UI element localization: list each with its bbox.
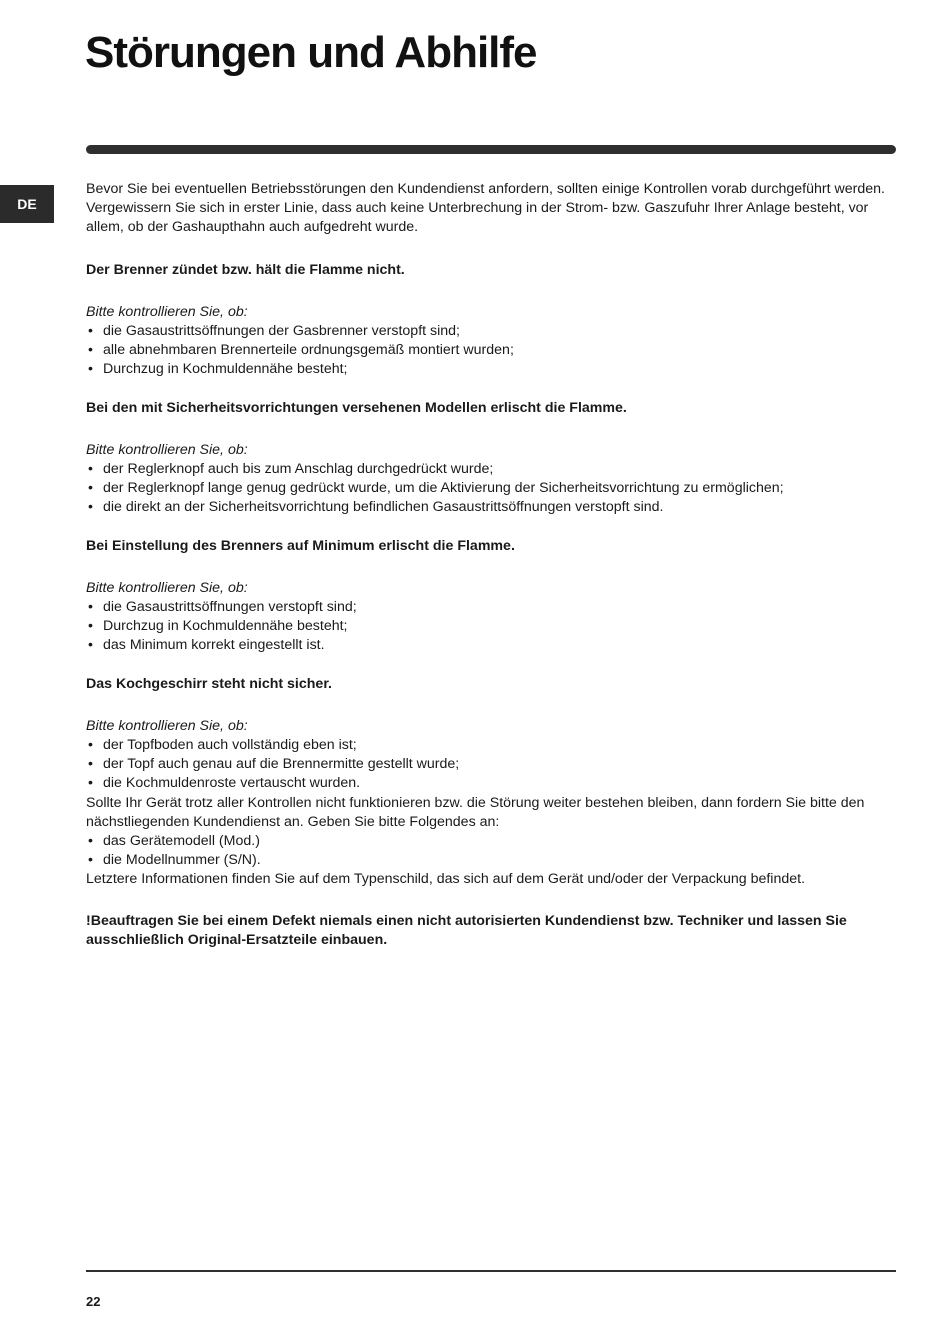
section-heading: Bei den mit Sicherheitsvorrichtungen versehenen Modellen erlischt die Flamme. [86,399,627,416]
section-heading: Bei Einstellung des Brenners auf Minimum erlischt die Flamme. [86,537,515,554]
list-item: • der Topfboden auch vollständig eben ist; [86,736,886,755]
section-heading: Der Brenner zündet bzw. hält die Flamme nicht. [86,261,405,278]
service-paragraph: Sollte Ihr Gerät trotz aller Kontrollen nicht funktionieren bzw. die Störung weiter bestehen bleiben, dann fordern Sie bitte den nächstliegenden Kundendienst an. Geben Sie bitte Folgendes an: [86,794,865,830]
check-list [86,598,886,656]
section-minimum-flame [86,537,886,656]
list-item: • die direkt an der Sicherheitsvorrichtung befindlichen Gasaustrittsöffnungen verstopft sind. [86,498,886,517]
check-list [86,322,886,380]
section-heading: Das Kochgeschirr steht nicht sicher. [86,675,332,692]
list-item: • der Reglerknopf auch bis zum Anschlag durchgedrückt wurde; [86,460,886,479]
section-safety-device [86,399,886,518]
footer-divider [86,1270,896,1272]
service-note: Letztere Informationen finden Sie auf dem Typenschild, das sich auf dem Gerät und/oder der Verpackung befindet. [86,871,806,888]
list-item: • das Gerätemodell (Mod.) [86,832,886,851]
list-item: • der Topf auch genau auf die Brennermitte gestellt wurde; [86,755,886,774]
list-item: • Durchzug in Kochmuldennähe besteht; [86,617,886,636]
section-burner-ignition [86,261,886,380]
list-item: • die Kochmuldenroste vertauscht wurden. [86,774,886,793]
check-label: Bitte kontrollieren Sie, ob: [86,717,248,734]
page-title: Störungen und Abhilfe [85,28,537,77]
list-item: • die Gasaustrittsöffnungen der Gasbrenner verstopft sind; [86,322,886,341]
title-divider [86,145,896,154]
service-list [86,832,886,870]
section-service [86,794,886,890]
check-label: Bitte kontrollieren Sie, ob: [86,303,248,320]
check-label: Bitte kontrollieren Sie, ob: [86,441,248,458]
list-item: • alle abnehmbaren Brennerteile ordnungsgemäß montiert wurden; [86,341,886,360]
list-item: • Durchzug in Kochmuldennähe besteht; [86,360,886,379]
list-item: • das Minimum korrekt eingestellt ist. [86,636,886,655]
list-item: • die Gasaustrittsöffnungen verstopft sind; [86,598,886,617]
intro-paragraph: Bevor Sie bei eventuellen Betriebsstörungen den Kundendienst anfordern, sollten einige Kontrollen vorab durchgeführt werden. Vergewissern Sie sich in erster Linie, dass auch keine Unterbrechung in der Strom- bzw. Gaszufuhr Ihrer Anlage besteht, vor allem, ob der Gashaupthahn auch aufgedreht wurde. [86,181,885,236]
check-label: Bitte kontrollieren Sie, ob: [86,579,248,596]
language-tab: DE [0,185,54,223]
list-item: • der Reglerknopf lange genug gedrückt wurde, um die Aktivierung der Sicherheitsvorrichtung zu ermöglichen; [86,479,886,498]
warning-text: Beauftragen Sie bei einem Defekt niemals einen nicht autorisierten Kundendienst bzw. Techniker und lassen Sie ausschließlich Original-Ersatzteile einbauen. [86,912,847,948]
page-number: 22 [86,1294,101,1309]
document-body [86,180,886,950]
check-list [86,736,886,794]
section-cookware [86,675,886,794]
list-item: • die Modellnummer (S/N). [86,851,886,870]
check-list [86,460,886,518]
warning-note [86,912,886,950]
warning-icon: ! [86,912,91,929]
